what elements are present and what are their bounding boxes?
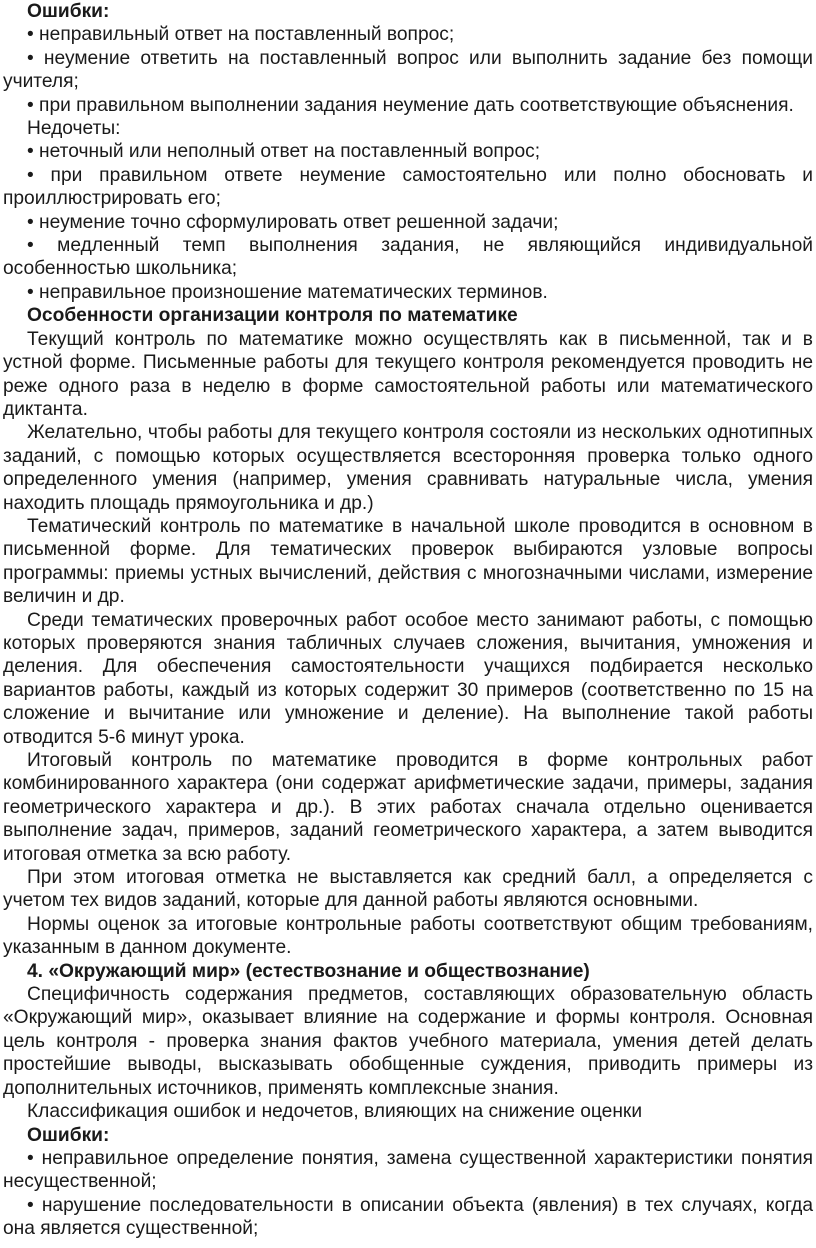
errors-item-2: • неумение ответить на поставленный вопрос или выполнить задание без помощи учителя; xyxy=(3,47,813,93)
math-control-paragraph-4: Среди тематических проверочных работ особое место занимают работы, с помощью которых проверяются знания табличных случаев сложения, вычитания, умножения и деления. Для обеспечения самостоятельности учащихся подбирается несколько вариантов работы, каждый из которых содержит 30 примеров (соответственно по 15 на сложение и вычитание или умножение и деление). На выполнение такой работы отводится 5-6 минут урока. xyxy=(3,609,813,748)
world-errors-item-1: • неправильное определение понятия, замена существенной характеристики понятия несущественной; xyxy=(3,1147,813,1193)
shortcomings-item-5: • неправильное произношение математических терминов. xyxy=(27,281,548,303)
math-control-paragraph-1: Текущий контроль по математике можно осуществлять как в письменной, так и в устной форме. Письменные работы для текущего контроля рекомендуется проводить не реже одного раза в неделю в форме самостоятельной работы или математического диктанта. xyxy=(3,328,813,420)
world-errors-item-2: • нарушение последовательности в описании объекта (явления) в тех случаях, когда она является существенной; xyxy=(3,1194,813,1240)
shortcomings-item-2: • при правильном ответе неумение самостоятельно или полно обосновать и проиллюстрировать его; xyxy=(3,164,813,210)
math-control-paragraph-5: Итоговый контроль по математике проводится в форме контрольных работ комбинированного характера (они содержат арифметические задачи, примеры, задания геометрического характера и др.). В этих работах сначала отдельно оценивается выполнение задач, примеров, заданий геометрического характера, а затем выводится итоговая отметка за всю работу. xyxy=(3,750,813,865)
errors-item-3: • при правильном выполнении задания неумение дать соответствующие объяснения. xyxy=(27,94,794,116)
world-errors-heading: Ошибки: xyxy=(27,1124,110,1146)
math-control-heading: Особенности организации контроля по математике xyxy=(27,305,518,327)
world-section-paragraph-1: Специфичность содержания предметов, составляющих образовательную область «Окружающий мир», оказывает влияние на содержание и формы контроля. Основная цель контроля - проверка знания фактов учебного материала, умения детей делать простейшие выводы, высказывать обобщенные суждения, приводить примеры из дополнительных источников, применять комплексные знания. xyxy=(3,984,813,1099)
errors-heading: Ошибки: xyxy=(27,1,110,22)
world-section-paragraph-2: Классификация ошибок и недочетов, влияющих на снижение оценки xyxy=(27,1101,643,1123)
shortcomings-item-1: • неточный или неполный ответ на поставленный вопрос; xyxy=(27,141,541,163)
math-control-paragraph-6: При этом итоговая отметка не выставляется как средний балл, а определяется с учетом тех видов заданий, которые для данной работы являются основными. xyxy=(3,867,813,912)
shortcomings-item-3: • неумение точно сформулировать ответ решенной задачи; xyxy=(27,211,559,233)
math-control-paragraph-3: Тематический контроль по математике в начальной школе проводится в основном в письменной форме. Для тематических проверок выбираются узловые вопросы программы: приемы устных вычислений, действия с многозначными числами, измерение величин и др. xyxy=(3,515,813,608)
errors-item-1: • неправильный ответ на поставленный вопрос; xyxy=(27,24,455,46)
math-control-paragraph-2: Желательно, чтобы работы для текущего контроля состояли из нескольких однотипных заданий, с помощью которых осуществляется всесторонняя проверка только одного определенного умения (например, умения сравнивать натуральные числа, умения находить площадь прямоугольника и др.) xyxy=(3,422,813,514)
shortcomings-heading: Недочеты: xyxy=(27,118,121,140)
shortcomings-item-4: • медленный темп выполнения задания, не являющийся индивидуальной особенностью школьника; xyxy=(3,235,813,280)
world-section-heading: 4. «Окружающий мир» (естествознание и обществознание) xyxy=(27,960,590,982)
math-control-paragraph-7: Нормы оценок за итоговые контрольные работы соответствуют общим требованиям, указанным в данном документе. xyxy=(3,913,813,959)
